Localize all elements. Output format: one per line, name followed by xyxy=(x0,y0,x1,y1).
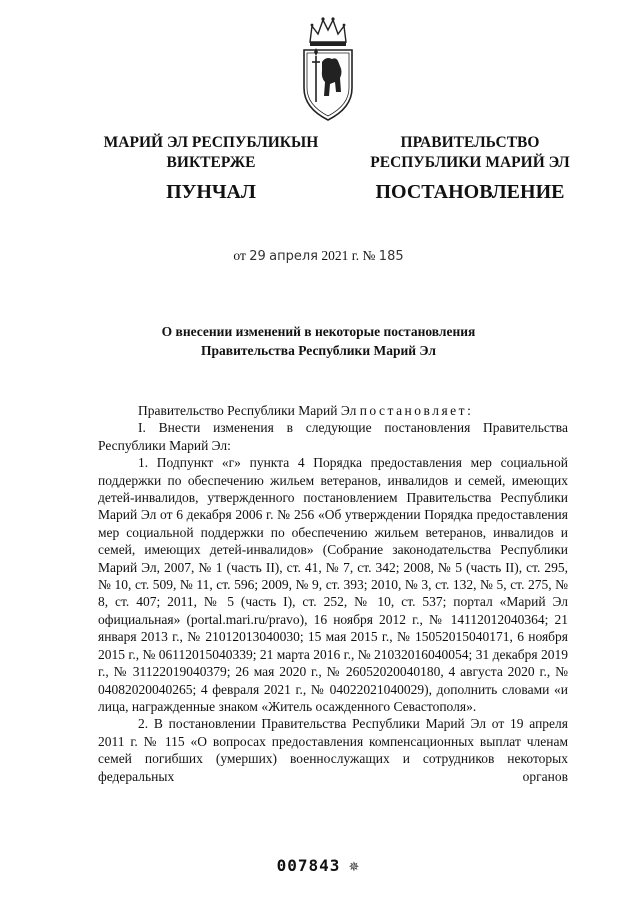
date-day: 29 xyxy=(249,249,266,264)
resolution-date-line xyxy=(0,248,637,264)
header-right-line3: ПОСТАНОВЛЕНИЕ xyxy=(375,181,565,203)
header-left-line3: ПУНЧАЛ xyxy=(166,181,256,203)
title-line2: Правительства Республики Марий Эл xyxy=(201,343,436,358)
coat-of-arms-icon xyxy=(296,12,360,124)
body-intro xyxy=(98,402,568,419)
resolution-number: 185 xyxy=(378,249,404,264)
intro-decision-word: постановляет: xyxy=(359,403,474,418)
header-right-line2: РЕСПУБЛИКИ МАРИЙ ЭЛ xyxy=(370,154,570,171)
header-left-line1: МАРИЙ ЭЛ РЕСПУБЛИКЫН xyxy=(103,134,319,151)
document-body xyxy=(98,402,568,785)
header-russian-block xyxy=(350,133,590,205)
intro-text: Правительство Республики Марий Эл xyxy=(138,403,360,418)
document-title xyxy=(0,322,637,360)
header-right-line1: ПРАВИТЕЛЬСТВО xyxy=(400,134,540,151)
header-mari-block xyxy=(86,133,336,205)
date-prefix: от xyxy=(233,248,246,263)
serial-number-footer xyxy=(0,856,637,875)
body-paragraph-1: I. Внести изменения в следующие постановления Правительства Республики Марий Эл: xyxy=(98,420,568,453)
date-year: 2021 г. № xyxy=(321,248,376,263)
body-paragraph-3: 2. В постановлении Правительства Республики Марий Эл от 19 апреля 2011 г. № 115 «О вопросах предоставления компенсационных выплат членам семей погибших (умерших) военнослужащих и сотрудников некоторых федеральных органов xyxy=(98,716,568,784)
header-left-line2: ВИКТЕРЖЕ xyxy=(166,154,256,171)
serial-number: 007843 xyxy=(276,856,341,875)
title-line1: О внесении изменений в некоторые постановления xyxy=(161,324,476,339)
star-mark-icon: ✵ xyxy=(348,860,361,875)
body-paragraph-2: 1. Подпункт «г» пункта 4 Порядка предоставления мер социальной поддержки по обеспечению жильем ветеранов, инвалидов и семей, имеющих детей-инвалидов, утвержденного постановлением Правительства Республики Марий Эл от 6 декабря 2006 г. № 256 «Об утверждении Порядка предоставления мер социальной поддержки по обеспечению жильем ветеранов, инвалидов и семей, имеющих детей-инвалидов» (Собрание законодательства Республики Марий Эл, 2007, № 1 (часть II), ст. 41, № 7, ст. 342; 2008, № 5 (часть II), ст. 295, № 10, ст. 509, № 11, ст. 596; 2009, № 9, ст. 393; 2010, № 3, ст. 132, № 5, ст. 275, № 8, ст. 407; 2011, № 5 (часть I), ст. 252, № 10, ст. 537; портал «Марий Эл официальная» (portal.mari.ru/pravo), 16 ноября 2012 г., № 14112012040364; 21 января 2013 г., № 21012013040030; 15 мая 2015 г., № 15052015040171, 6 ноября 2015 г., № 06112015040339; 21 марта 2016 г., № 21032016040054; 31 декабря 2019 г., № 31122019040379; 26 мая 2020 г., № 26052020040180, 4 августа 2020 г., № 04082020040265; 4 февраля 2021 г., № 04022021040029), дополнить словами «и лица, награжденные знаком «Житель осажденного Севастополя». xyxy=(98,455,568,714)
date-month: апреля xyxy=(269,249,319,264)
